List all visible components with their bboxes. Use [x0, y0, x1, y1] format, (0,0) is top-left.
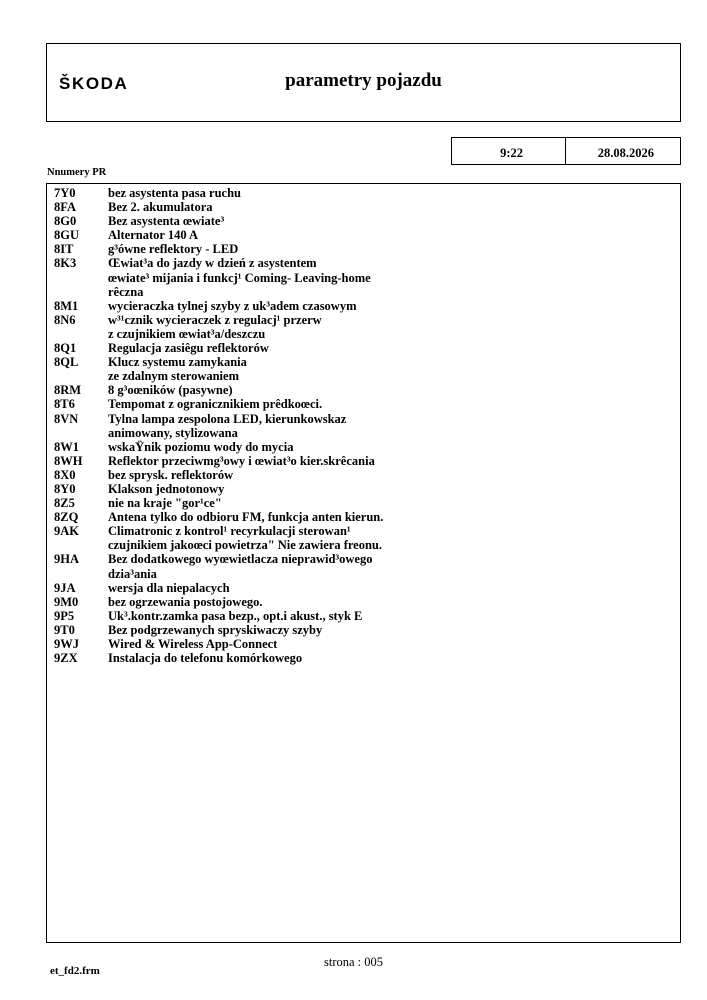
pr-numbers-box	[46, 183, 681, 943]
pr-code: 8Y0	[54, 481, 76, 496]
pr-code: 8W1	[54, 439, 79, 454]
pr-code: 9JA	[54, 580, 76, 595]
list-item	[54, 595, 674, 609]
pr-code: 9AK	[54, 524, 79, 539]
pr-description	[108, 482, 674, 496]
pr-code: 8IT	[54, 242, 74, 257]
pr-description-line: czujnikiem jakoœci powietrza" Nie zawiera freonu.	[108, 538, 383, 553]
list-item	[54, 637, 674, 651]
pr-description-line: Tempomat z ogranicznikiem prêdkoœci.	[108, 397, 323, 412]
pr-description-line: Alternator 140 A	[108, 228, 199, 243]
pr-description-line: Tylna lampa zespolona LED, kierunkowskaz	[108, 411, 347, 426]
list-item	[54, 651, 674, 665]
pr-description-line: Regulacja zasiêgu reflektorów	[108, 341, 269, 356]
pr-code: 8VN	[54, 411, 79, 426]
page-number: strona : 005	[323, 955, 384, 969]
pr-description	[108, 510, 674, 524]
list-item	[54, 299, 674, 313]
pr-description	[108, 468, 674, 482]
pr-description-line: w³¹cznik wycieraczek z regulacj¹ przerw	[108, 312, 322, 327]
list-item	[54, 214, 674, 228]
pr-description	[108, 256, 674, 298]
pr-code: 9M0	[54, 594, 79, 609]
page-title-text: parametry pojazdu	[285, 70, 442, 91]
list-item	[54, 496, 674, 510]
pr-description-line: g³ówne reflektory - LED	[108, 242, 239, 257]
list-item	[54, 609, 674, 623]
pr-description	[108, 552, 674, 580]
pr-code: 8T6	[54, 397, 75, 412]
pr-description	[108, 623, 674, 637]
pr-description	[108, 228, 674, 242]
pr-description-line: Bez 2. akumulatora	[108, 200, 213, 215]
list-item	[54, 510, 674, 524]
list-item	[54, 524, 674, 552]
pr-description-line: Antena tylko do odbioru FM, funkcja anten kierun.	[108, 510, 384, 525]
pr-description	[108, 397, 674, 411]
list-item	[54, 412, 674, 440]
pr-description-line: z czujnikiem œwiat³a/deszczu	[108, 326, 266, 341]
pr-description-line: wycieraczka tylnej szyby z uk³adem czasowym	[108, 298, 357, 313]
pr-code: 8N6	[54, 312, 76, 327]
pr-description	[108, 383, 674, 397]
pr-description-line: bez asystenta pasa ruchu	[108, 186, 241, 200]
pr-code: 8FA	[54, 200, 76, 215]
header-box	[46, 43, 681, 122]
pr-description-line: animowany, stylizowana	[108, 425, 238, 440]
pr-description-line: wersja dla niepalacych	[108, 580, 230, 595]
pr-description	[108, 299, 674, 313]
pr-description-line: Bez podgrzewanych spryskiwaczy szyby	[108, 622, 323, 637]
pr-description	[108, 412, 674, 440]
list-item	[54, 355, 674, 383]
list-item	[54, 552, 674, 580]
pr-description-line: bez sprysk. reflektorów	[108, 467, 234, 482]
pr-description-line: Uk³.kontr.zamka pasa bezp., opt.i akust., styk E	[108, 608, 363, 623]
pr-code: 9WJ	[54, 637, 79, 651]
meta-box	[451, 137, 681, 165]
pr-description-line: bez ogrzewania postojowego.	[108, 594, 263, 609]
pr-description	[108, 440, 674, 454]
pr-description-line: Klakson jednotonowy	[108, 481, 225, 496]
list-item	[54, 200, 674, 214]
list-item	[54, 186, 674, 200]
list-item	[54, 397, 674, 411]
pr-code: 9P5	[54, 608, 75, 623]
pr-code: 9T0	[54, 622, 75, 637]
list-item	[54, 256, 674, 298]
pr-code: 9ZX	[54, 651, 78, 666]
section-label: Nnumery PR	[47, 167, 107, 178]
list-item	[54, 228, 674, 242]
pr-description-line: Klucz systemu zamykania	[108, 355, 247, 370]
pr-description-line: nie na kraje "gor¹ce"	[108, 496, 222, 511]
pr-code: 9HA	[54, 552, 79, 567]
pr-description-line: Bez dodatkowego wyœwietlacza nieprawid³owego	[108, 552, 373, 567]
pr-description	[108, 214, 674, 228]
pr-description-line: ze zdalnym sterowaniem	[108, 369, 239, 384]
pr-description	[108, 581, 674, 595]
pr-code: 8RM	[54, 383, 82, 398]
page-title	[47, 70, 680, 92]
date-value: 28.08.2026	[597, 146, 654, 160]
pr-description	[108, 355, 674, 383]
pr-description	[108, 609, 674, 623]
pr-description-line: Reflektor przeciwmg³owy i œwiat³o kier.skrêcania	[108, 453, 375, 468]
list-item	[54, 623, 674, 637]
list-item	[54, 454, 674, 468]
pr-description-line: rêczna	[108, 284, 144, 299]
pr-code: 8Z5	[54, 496, 75, 511]
pr-code: 8WH	[54, 453, 83, 468]
pr-code: 7Y0	[54, 186, 76, 200]
pr-description-line: Wired & Wireless App-Connect	[108, 637, 278, 651]
pr-description	[108, 242, 674, 256]
pr-description-line: œwiate³ mijania i funkcj¹ Coming- Leaving-home	[108, 270, 371, 285]
pr-numbers-list	[54, 186, 674, 665]
list-item	[54, 581, 674, 595]
pr-code: 8G0	[54, 214, 77, 229]
pr-description	[108, 524, 674, 552]
pr-description-line: Climatronic z kontrol¹ recyrkulacji sterowan¹	[108, 524, 351, 539]
pr-description	[108, 313, 674, 341]
pr-code: 8GU	[54, 228, 79, 243]
list-item	[54, 440, 674, 454]
list-item	[54, 341, 674, 355]
pr-description-line: Instalacja do telefonu komórkowego	[108, 651, 303, 666]
pr-code: 8ZQ	[54, 510, 79, 525]
pr-description-line: 8 g³oœników (pasywne)	[108, 383, 233, 398]
pr-description-line: dzia³ania	[108, 566, 157, 581]
list-item	[54, 313, 674, 341]
pr-code: 8M1	[54, 298, 79, 313]
list-item	[54, 383, 674, 397]
pr-code: 8Q1	[54, 341, 77, 356]
pr-code: 8K3	[54, 256, 77, 271]
pr-description	[108, 651, 674, 665]
skoda-logo: ŠKODA	[59, 74, 129, 93]
list-item	[54, 482, 674, 496]
pr-description	[108, 454, 674, 468]
pr-description	[108, 637, 674, 651]
pr-description	[108, 341, 674, 355]
footer-filename: et_fd2.frm	[50, 965, 100, 977]
pr-description	[108, 595, 674, 609]
time-value: 9:22	[452, 138, 566, 164]
pr-code: 8QL	[54, 355, 79, 370]
pr-description-line: Bez asystenta œwiate³	[108, 214, 225, 229]
list-item	[54, 242, 674, 256]
pr-description-line: Œwiat³a do jazdy w dzień z asystentem	[108, 256, 317, 271]
pr-description	[108, 186, 674, 200]
list-item	[54, 468, 674, 482]
pr-description	[108, 200, 674, 214]
pr-description-line: wskaŸnik poziomu wody do mycia	[108, 439, 294, 454]
pr-code: 8X0	[54, 467, 76, 482]
pr-description	[108, 496, 674, 510]
